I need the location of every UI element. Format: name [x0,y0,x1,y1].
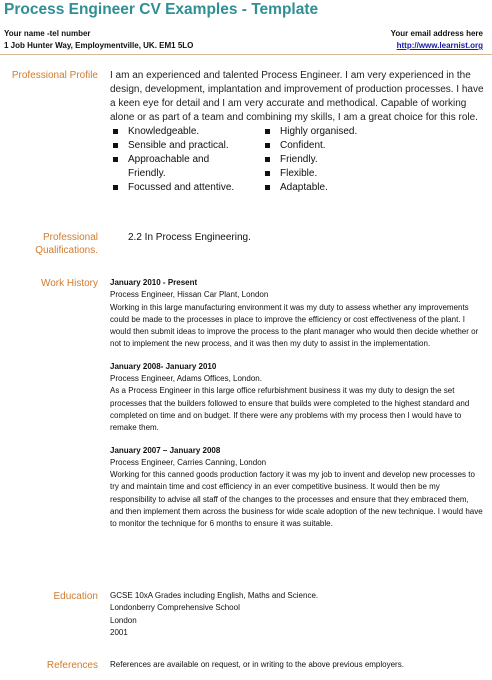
profile-content [110,69,484,195]
bullet-item: Knowledgeable. [110,125,262,139]
job-entry [110,361,484,435]
website-link[interactable]: http://www.learnist.org [396,41,483,50]
education-line: 2001 [110,627,128,637]
job-description: As a Process Engineer in this large office refurbishment business it was my duty to design the set processes that the builders followed to ensure that builds were completed to the highest standard and completed on time and on budget. If there were any problems with my process then I would have to remake them. [110,386,470,433]
work-history-label: Work History [40,278,98,289]
qualifications-label: Professional Qualifications. [35,232,98,256]
job-entry [110,277,484,351]
job-dates: January 2007 – January 2008 [110,445,221,455]
bullet-item: Sensible and practical. [110,139,262,153]
work-history-content [110,277,484,541]
email-block [391,28,483,52]
email-label: Your email address here [390,29,483,38]
job-description: Working in this large manufacturing environment it was my duty to assess whether any improvements could be made to the processes in place to improve the efficiency or cost effectiveness of the plant. I would then submit ideas to improve the process to the plant manager who would then decide whether or not to implement the new process, and it was then my duty to assist in the implementation. [110,302,479,349]
bullet-list-left [110,125,262,195]
education-line: Londonberry Comprehensive School [110,603,240,613]
education-content [110,590,484,639]
bullet-item: Focussed and attentive. [110,181,262,195]
bullet-item: Highly organised. [262,125,357,139]
references-label: References [46,660,98,671]
bullet-list-right [262,125,357,195]
job-dates: January 2008- January 2010 [110,361,217,371]
job-entry [110,445,484,531]
bullet-item: Confident. [262,139,357,153]
job-dates: January 2010 - Present [110,278,198,287]
job-role: Process Engineer, Adams Offices, London. [110,374,262,384]
profile-bullets [110,125,484,195]
job-description: Working for this canned goods production factory it was my job to invent and develop new processes to try and maintain time and cost efficiency in an ever competitive business. It would then be my responsibility to advise all staff of the changes to the processes and ensure that they embraced them, and then implement them across the business for wide scale adoption of the new technique. I would have to monitor the technique for 6 months to ensure it was suitable. [110,470,483,529]
page-title: Process Engineer CV Examples - Template [4,1,319,18]
profile-text: I am an experienced and talented Process Engineer. I am very experienced in the design, development, implantation and improvement of production processes. I have a keen eye for detail and I am very accurate and methodical. Capable of working alone or as part of a team and combining my skills, I am a great choice for this role. [110,70,484,123]
bullet-item: Flexible. [262,167,357,181]
header-divider [0,54,492,55]
bullet-item: Adaptable. [262,181,357,195]
address-line: 1 Job Hunter Way, Employmentville, UK. EM1 5LO [4,41,194,50]
education-label: Education [53,591,98,602]
qualification-text: 2.2 In Process Engineering. [128,232,251,243]
education-line: GCSE 10xA Grades including English, Maths and Science. [110,591,319,600]
bullet-item: Friendly. [262,153,357,167]
job-role: Process Engineer, Hissan Car Plant, London [110,290,269,300]
job-role: Process Engineer, Carries Canning, London [110,457,267,467]
qualifications-content [110,231,484,245]
education-line: London [110,615,137,625]
bullet-item: Approachable and Friendly. [110,153,224,181]
profile-label: Professional Profile [11,70,98,81]
name-line: Your name -tel number [4,29,91,38]
contact-block [4,28,193,52]
references-text: References are available on request, or in writing to the above previous employers. [110,660,404,669]
